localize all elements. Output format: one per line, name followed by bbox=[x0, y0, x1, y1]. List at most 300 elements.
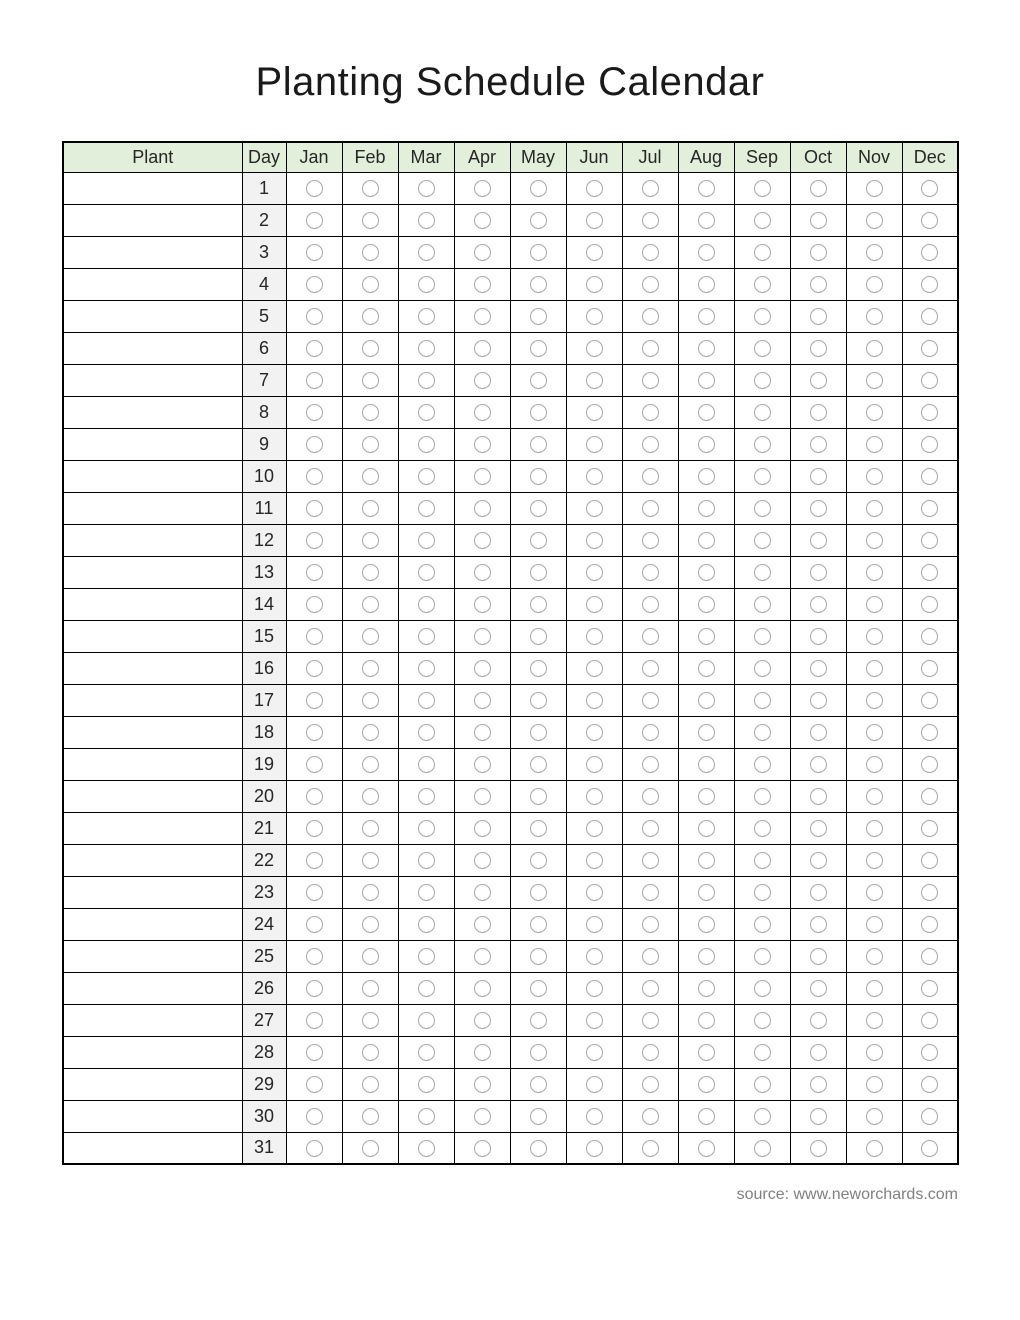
month-cell-dec-19[interactable] bbox=[902, 748, 958, 780]
month-cell-sep-6[interactable] bbox=[734, 332, 790, 364]
radio-circle-icon[interactable] bbox=[362, 660, 379, 677]
month-cell-jan-1[interactable] bbox=[286, 172, 342, 204]
month-cell-jun-17[interactable] bbox=[566, 684, 622, 716]
radio-circle-icon[interactable] bbox=[642, 948, 659, 965]
radio-circle-icon[interactable] bbox=[642, 596, 659, 613]
radio-circle-icon[interactable] bbox=[530, 916, 547, 933]
radio-circle-icon[interactable] bbox=[810, 1076, 827, 1093]
month-cell-jun-3[interactable] bbox=[566, 236, 622, 268]
month-cell-jan-23[interactable] bbox=[286, 876, 342, 908]
radio-circle-icon[interactable] bbox=[530, 436, 547, 453]
month-cell-dec-26[interactable] bbox=[902, 972, 958, 1004]
month-cell-aug-21[interactable] bbox=[678, 812, 734, 844]
month-cell-mar-19[interactable] bbox=[398, 748, 454, 780]
radio-circle-icon[interactable] bbox=[306, 532, 323, 549]
radio-circle-icon[interactable] bbox=[586, 916, 603, 933]
month-cell-oct-28[interactable] bbox=[790, 1036, 846, 1068]
radio-circle-icon[interactable] bbox=[921, 1076, 938, 1093]
radio-circle-icon[interactable] bbox=[306, 276, 323, 293]
month-cell-feb-1[interactable] bbox=[342, 172, 398, 204]
month-cell-mar-31[interactable] bbox=[398, 1132, 454, 1164]
radio-circle-icon[interactable] bbox=[586, 1076, 603, 1093]
radio-circle-icon[interactable] bbox=[866, 820, 883, 837]
month-cell-nov-10[interactable] bbox=[846, 460, 902, 492]
month-cell-sep-10[interactable] bbox=[734, 460, 790, 492]
radio-circle-icon[interactable] bbox=[642, 180, 659, 197]
month-cell-feb-25[interactable] bbox=[342, 940, 398, 972]
month-cell-mar-13[interactable] bbox=[398, 556, 454, 588]
month-cell-may-21[interactable] bbox=[510, 812, 566, 844]
radio-circle-icon[interactable] bbox=[921, 660, 938, 677]
month-cell-sep-20[interactable] bbox=[734, 780, 790, 812]
radio-circle-icon[interactable] bbox=[810, 916, 827, 933]
radio-circle-icon[interactable] bbox=[698, 596, 715, 613]
radio-circle-icon[interactable] bbox=[810, 404, 827, 421]
month-cell-mar-22[interactable] bbox=[398, 844, 454, 876]
month-cell-jun-4[interactable] bbox=[566, 268, 622, 300]
month-cell-apr-26[interactable] bbox=[454, 972, 510, 1004]
radio-circle-icon[interactable] bbox=[921, 404, 938, 421]
month-cell-aug-13[interactable] bbox=[678, 556, 734, 588]
month-cell-mar-27[interactable] bbox=[398, 1004, 454, 1036]
plant-input-cell[interactable] bbox=[63, 1036, 242, 1068]
radio-circle-icon[interactable] bbox=[362, 564, 379, 581]
radio-circle-icon[interactable] bbox=[810, 724, 827, 741]
month-cell-dec-20[interactable] bbox=[902, 780, 958, 812]
radio-circle-icon[interactable] bbox=[306, 468, 323, 485]
radio-circle-icon[interactable] bbox=[754, 1108, 771, 1125]
month-cell-feb-15[interactable] bbox=[342, 620, 398, 652]
radio-circle-icon[interactable] bbox=[642, 468, 659, 485]
month-cell-oct-23[interactable] bbox=[790, 876, 846, 908]
month-cell-may-11[interactable] bbox=[510, 492, 566, 524]
month-cell-jun-28[interactable] bbox=[566, 1036, 622, 1068]
radio-circle-icon[interactable] bbox=[586, 532, 603, 549]
month-cell-nov-16[interactable] bbox=[846, 652, 902, 684]
month-cell-apr-22[interactable] bbox=[454, 844, 510, 876]
month-cell-nov-23[interactable] bbox=[846, 876, 902, 908]
month-cell-mar-7[interactable] bbox=[398, 364, 454, 396]
radio-circle-icon[interactable] bbox=[921, 916, 938, 933]
radio-circle-icon[interactable] bbox=[810, 436, 827, 453]
radio-circle-icon[interactable] bbox=[810, 500, 827, 517]
month-cell-jul-16[interactable] bbox=[622, 652, 678, 684]
radio-circle-icon[interactable] bbox=[362, 180, 379, 197]
radio-circle-icon[interactable] bbox=[530, 404, 547, 421]
month-cell-mar-18[interactable] bbox=[398, 716, 454, 748]
radio-circle-icon[interactable] bbox=[921, 180, 938, 197]
radio-circle-icon[interactable] bbox=[866, 724, 883, 741]
radio-circle-icon[interactable] bbox=[530, 1012, 547, 1029]
month-cell-may-1[interactable] bbox=[510, 172, 566, 204]
radio-circle-icon[interactable] bbox=[362, 1044, 379, 1061]
radio-circle-icon[interactable] bbox=[698, 1140, 715, 1157]
month-cell-jul-4[interactable] bbox=[622, 268, 678, 300]
radio-circle-icon[interactable] bbox=[418, 468, 435, 485]
month-cell-sep-28[interactable] bbox=[734, 1036, 790, 1068]
month-cell-aug-27[interactable] bbox=[678, 1004, 734, 1036]
radio-circle-icon[interactable] bbox=[921, 1108, 938, 1125]
radio-circle-icon[interactable] bbox=[474, 244, 491, 261]
radio-circle-icon[interactable] bbox=[362, 788, 379, 805]
month-cell-may-14[interactable] bbox=[510, 588, 566, 620]
month-cell-oct-6[interactable] bbox=[790, 332, 846, 364]
month-cell-dec-17[interactable] bbox=[902, 684, 958, 716]
month-cell-feb-4[interactable] bbox=[342, 268, 398, 300]
radio-circle-icon[interactable] bbox=[866, 916, 883, 933]
radio-circle-icon[interactable] bbox=[586, 948, 603, 965]
month-cell-sep-5[interactable] bbox=[734, 300, 790, 332]
month-cell-oct-3[interactable] bbox=[790, 236, 846, 268]
month-cell-may-22[interactable] bbox=[510, 844, 566, 876]
month-cell-aug-17[interactable] bbox=[678, 684, 734, 716]
radio-circle-icon[interactable] bbox=[698, 820, 715, 837]
month-cell-feb-14[interactable] bbox=[342, 588, 398, 620]
month-cell-aug-6[interactable] bbox=[678, 332, 734, 364]
month-cell-sep-14[interactable] bbox=[734, 588, 790, 620]
month-cell-oct-25[interactable] bbox=[790, 940, 846, 972]
month-cell-aug-12[interactable] bbox=[678, 524, 734, 556]
month-cell-dec-9[interactable] bbox=[902, 428, 958, 460]
radio-circle-icon[interactable] bbox=[418, 308, 435, 325]
radio-circle-icon[interactable] bbox=[866, 404, 883, 421]
radio-circle-icon[interactable] bbox=[698, 1044, 715, 1061]
month-cell-apr-4[interactable] bbox=[454, 268, 510, 300]
radio-circle-icon[interactable] bbox=[754, 916, 771, 933]
radio-circle-icon[interactable] bbox=[698, 692, 715, 709]
month-cell-jul-19[interactable] bbox=[622, 748, 678, 780]
month-cell-dec-23[interactable] bbox=[902, 876, 958, 908]
month-cell-jan-19[interactable] bbox=[286, 748, 342, 780]
radio-circle-icon[interactable] bbox=[474, 884, 491, 901]
radio-circle-icon[interactable] bbox=[586, 660, 603, 677]
radio-circle-icon[interactable] bbox=[642, 980, 659, 997]
month-cell-may-16[interactable] bbox=[510, 652, 566, 684]
radio-circle-icon[interactable] bbox=[362, 1012, 379, 1029]
radio-circle-icon[interactable] bbox=[474, 660, 491, 677]
radio-circle-icon[interactable] bbox=[921, 372, 938, 389]
radio-circle-icon[interactable] bbox=[810, 884, 827, 901]
month-cell-nov-12[interactable] bbox=[846, 524, 902, 556]
month-cell-jan-17[interactable] bbox=[286, 684, 342, 716]
month-cell-nov-19[interactable] bbox=[846, 748, 902, 780]
radio-circle-icon[interactable] bbox=[418, 660, 435, 677]
plant-input-cell[interactable] bbox=[63, 844, 242, 876]
month-cell-sep-29[interactable] bbox=[734, 1068, 790, 1100]
radio-circle-icon[interactable] bbox=[474, 948, 491, 965]
radio-circle-icon[interactable] bbox=[921, 244, 938, 261]
radio-circle-icon[interactable] bbox=[642, 1044, 659, 1061]
radio-circle-icon[interactable] bbox=[530, 1044, 547, 1061]
month-cell-oct-4[interactable] bbox=[790, 268, 846, 300]
radio-circle-icon[interactable] bbox=[866, 628, 883, 645]
plant-input-cell[interactable] bbox=[63, 908, 242, 940]
month-cell-feb-20[interactable] bbox=[342, 780, 398, 812]
month-cell-apr-16[interactable] bbox=[454, 652, 510, 684]
month-cell-nov-2[interactable] bbox=[846, 204, 902, 236]
month-cell-apr-5[interactable] bbox=[454, 300, 510, 332]
month-cell-dec-5[interactable] bbox=[902, 300, 958, 332]
month-cell-jun-10[interactable] bbox=[566, 460, 622, 492]
radio-circle-icon[interactable] bbox=[754, 1012, 771, 1029]
month-cell-mar-30[interactable] bbox=[398, 1100, 454, 1132]
month-cell-apr-2[interactable] bbox=[454, 204, 510, 236]
month-cell-nov-6[interactable] bbox=[846, 332, 902, 364]
month-cell-aug-25[interactable] bbox=[678, 940, 734, 972]
month-cell-feb-30[interactable] bbox=[342, 1100, 398, 1132]
month-cell-jan-30[interactable] bbox=[286, 1100, 342, 1132]
radio-circle-icon[interactable] bbox=[306, 852, 323, 869]
month-cell-jan-8[interactable] bbox=[286, 396, 342, 428]
plant-input-cell[interactable] bbox=[63, 204, 242, 236]
radio-circle-icon[interactable] bbox=[810, 1140, 827, 1157]
month-cell-feb-19[interactable] bbox=[342, 748, 398, 780]
radio-circle-icon[interactable] bbox=[418, 628, 435, 645]
month-cell-mar-17[interactable] bbox=[398, 684, 454, 716]
month-cell-jun-11[interactable] bbox=[566, 492, 622, 524]
radio-circle-icon[interactable] bbox=[362, 948, 379, 965]
month-cell-dec-7[interactable] bbox=[902, 364, 958, 396]
radio-circle-icon[interactable] bbox=[698, 436, 715, 453]
radio-circle-icon[interactable] bbox=[306, 340, 323, 357]
month-cell-nov-17[interactable] bbox=[846, 684, 902, 716]
month-cell-may-4[interactable] bbox=[510, 268, 566, 300]
radio-circle-icon[interactable] bbox=[474, 1012, 491, 1029]
radio-circle-icon[interactable] bbox=[698, 404, 715, 421]
month-cell-jun-21[interactable] bbox=[566, 812, 622, 844]
radio-circle-icon[interactable] bbox=[642, 1108, 659, 1125]
month-cell-jan-3[interactable] bbox=[286, 236, 342, 268]
radio-circle-icon[interactable] bbox=[586, 500, 603, 517]
month-cell-jan-2[interactable] bbox=[286, 204, 342, 236]
month-cell-sep-24[interactable] bbox=[734, 908, 790, 940]
radio-circle-icon[interactable] bbox=[306, 404, 323, 421]
month-cell-may-24[interactable] bbox=[510, 908, 566, 940]
month-cell-jul-8[interactable] bbox=[622, 396, 678, 428]
month-cell-may-7[interactable] bbox=[510, 364, 566, 396]
radio-circle-icon[interactable] bbox=[698, 212, 715, 229]
month-cell-oct-10[interactable] bbox=[790, 460, 846, 492]
month-cell-apr-10[interactable] bbox=[454, 460, 510, 492]
radio-circle-icon[interactable] bbox=[698, 372, 715, 389]
radio-circle-icon[interactable] bbox=[306, 788, 323, 805]
month-cell-jun-22[interactable] bbox=[566, 844, 622, 876]
month-cell-dec-2[interactable] bbox=[902, 204, 958, 236]
radio-circle-icon[interactable] bbox=[754, 1044, 771, 1061]
radio-circle-icon[interactable] bbox=[921, 948, 938, 965]
month-cell-jan-28[interactable] bbox=[286, 1036, 342, 1068]
plant-input-cell[interactable] bbox=[63, 940, 242, 972]
radio-circle-icon[interactable] bbox=[810, 1012, 827, 1029]
radio-circle-icon[interactable] bbox=[530, 1140, 547, 1157]
month-cell-jun-29[interactable] bbox=[566, 1068, 622, 1100]
month-cell-mar-25[interactable] bbox=[398, 940, 454, 972]
radio-circle-icon[interactable] bbox=[586, 820, 603, 837]
month-cell-feb-6[interactable] bbox=[342, 332, 398, 364]
radio-circle-icon[interactable] bbox=[586, 724, 603, 741]
month-cell-nov-20[interactable] bbox=[846, 780, 902, 812]
radio-circle-icon[interactable] bbox=[530, 852, 547, 869]
radio-circle-icon[interactable] bbox=[362, 372, 379, 389]
radio-circle-icon[interactable] bbox=[642, 1076, 659, 1093]
radio-circle-icon[interactable] bbox=[866, 308, 883, 325]
radio-circle-icon[interactable] bbox=[306, 1044, 323, 1061]
radio-circle-icon[interactable] bbox=[474, 852, 491, 869]
month-cell-jun-7[interactable] bbox=[566, 364, 622, 396]
radio-circle-icon[interactable] bbox=[474, 564, 491, 581]
month-cell-apr-31[interactable] bbox=[454, 1132, 510, 1164]
radio-circle-icon[interactable] bbox=[642, 724, 659, 741]
month-cell-jun-1[interactable] bbox=[566, 172, 622, 204]
radio-circle-icon[interactable] bbox=[362, 628, 379, 645]
radio-circle-icon[interactable] bbox=[642, 820, 659, 837]
radio-circle-icon[interactable] bbox=[306, 1108, 323, 1125]
month-cell-may-5[interactable] bbox=[510, 300, 566, 332]
month-cell-apr-24[interactable] bbox=[454, 908, 510, 940]
month-cell-sep-15[interactable] bbox=[734, 620, 790, 652]
month-cell-jun-5[interactable] bbox=[566, 300, 622, 332]
month-cell-jul-21[interactable] bbox=[622, 812, 678, 844]
plant-input-cell[interactable] bbox=[63, 1068, 242, 1100]
month-cell-mar-8[interactable] bbox=[398, 396, 454, 428]
month-cell-oct-1[interactable] bbox=[790, 172, 846, 204]
radio-circle-icon[interactable] bbox=[474, 276, 491, 293]
month-cell-may-23[interactable] bbox=[510, 876, 566, 908]
month-cell-sep-26[interactable] bbox=[734, 972, 790, 1004]
radio-circle-icon[interactable] bbox=[754, 948, 771, 965]
radio-circle-icon[interactable] bbox=[474, 404, 491, 421]
radio-circle-icon[interactable] bbox=[921, 980, 938, 997]
radio-circle-icon[interactable] bbox=[866, 180, 883, 197]
plant-input-cell[interactable] bbox=[63, 780, 242, 812]
month-cell-jan-21[interactable] bbox=[286, 812, 342, 844]
plant-input-cell[interactable] bbox=[63, 492, 242, 524]
radio-circle-icon[interactable] bbox=[586, 212, 603, 229]
month-cell-jan-25[interactable] bbox=[286, 940, 342, 972]
radio-circle-icon[interactable] bbox=[866, 564, 883, 581]
radio-circle-icon[interactable] bbox=[866, 1140, 883, 1157]
radio-circle-icon[interactable] bbox=[530, 244, 547, 261]
month-cell-jan-24[interactable] bbox=[286, 908, 342, 940]
month-cell-jun-19[interactable] bbox=[566, 748, 622, 780]
month-cell-sep-21[interactable] bbox=[734, 812, 790, 844]
month-cell-mar-3[interactable] bbox=[398, 236, 454, 268]
radio-circle-icon[interactable] bbox=[306, 180, 323, 197]
radio-circle-icon[interactable] bbox=[642, 916, 659, 933]
month-cell-oct-30[interactable] bbox=[790, 1100, 846, 1132]
radio-circle-icon[interactable] bbox=[306, 660, 323, 677]
radio-circle-icon[interactable] bbox=[362, 468, 379, 485]
month-cell-may-10[interactable] bbox=[510, 460, 566, 492]
month-cell-dec-22[interactable] bbox=[902, 844, 958, 876]
radio-circle-icon[interactable] bbox=[530, 180, 547, 197]
radio-circle-icon[interactable] bbox=[418, 436, 435, 453]
radio-circle-icon[interactable] bbox=[474, 980, 491, 997]
month-cell-aug-10[interactable] bbox=[678, 460, 734, 492]
plant-input-cell[interactable] bbox=[63, 364, 242, 396]
month-cell-mar-2[interactable] bbox=[398, 204, 454, 236]
radio-circle-icon[interactable] bbox=[474, 820, 491, 837]
plant-input-cell[interactable] bbox=[63, 524, 242, 556]
radio-circle-icon[interactable] bbox=[362, 1108, 379, 1125]
month-cell-jul-22[interactable] bbox=[622, 844, 678, 876]
radio-circle-icon[interactable] bbox=[642, 244, 659, 261]
month-cell-mar-6[interactable] bbox=[398, 332, 454, 364]
month-cell-may-30[interactable] bbox=[510, 1100, 566, 1132]
radio-circle-icon[interactable] bbox=[586, 244, 603, 261]
month-cell-apr-14[interactable] bbox=[454, 588, 510, 620]
month-cell-may-20[interactable] bbox=[510, 780, 566, 812]
month-cell-dec-11[interactable] bbox=[902, 492, 958, 524]
radio-circle-icon[interactable] bbox=[474, 724, 491, 741]
plant-input-cell[interactable] bbox=[63, 460, 242, 492]
radio-circle-icon[interactable] bbox=[642, 276, 659, 293]
month-cell-feb-27[interactable] bbox=[342, 1004, 398, 1036]
month-cell-oct-17[interactable] bbox=[790, 684, 846, 716]
radio-circle-icon[interactable] bbox=[754, 308, 771, 325]
radio-circle-icon[interactable] bbox=[866, 948, 883, 965]
radio-circle-icon[interactable] bbox=[586, 180, 603, 197]
radio-circle-icon[interactable] bbox=[362, 244, 379, 261]
month-cell-aug-22[interactable] bbox=[678, 844, 734, 876]
radio-circle-icon[interactable] bbox=[530, 596, 547, 613]
month-cell-sep-2[interactable] bbox=[734, 204, 790, 236]
radio-circle-icon[interactable] bbox=[810, 308, 827, 325]
month-cell-jun-13[interactable] bbox=[566, 556, 622, 588]
month-cell-feb-5[interactable] bbox=[342, 300, 398, 332]
month-cell-jun-15[interactable] bbox=[566, 620, 622, 652]
month-cell-nov-24[interactable] bbox=[846, 908, 902, 940]
radio-circle-icon[interactable] bbox=[530, 372, 547, 389]
month-cell-jul-7[interactable] bbox=[622, 364, 678, 396]
radio-circle-icon[interactable] bbox=[754, 788, 771, 805]
radio-circle-icon[interactable] bbox=[921, 436, 938, 453]
month-cell-aug-4[interactable] bbox=[678, 268, 734, 300]
month-cell-jan-9[interactable] bbox=[286, 428, 342, 460]
radio-circle-icon[interactable] bbox=[306, 948, 323, 965]
radio-circle-icon[interactable] bbox=[474, 468, 491, 485]
month-cell-feb-3[interactable] bbox=[342, 236, 398, 268]
month-cell-jan-5[interactable] bbox=[286, 300, 342, 332]
radio-circle-icon[interactable] bbox=[754, 532, 771, 549]
radio-circle-icon[interactable] bbox=[866, 436, 883, 453]
month-cell-oct-9[interactable] bbox=[790, 428, 846, 460]
radio-circle-icon[interactable] bbox=[698, 500, 715, 517]
month-cell-apr-29[interactable] bbox=[454, 1068, 510, 1100]
radio-circle-icon[interactable] bbox=[530, 884, 547, 901]
radio-circle-icon[interactable] bbox=[866, 692, 883, 709]
month-cell-oct-27[interactable] bbox=[790, 1004, 846, 1036]
radio-circle-icon[interactable] bbox=[362, 756, 379, 773]
radio-circle-icon[interactable] bbox=[866, 532, 883, 549]
month-cell-nov-9[interactable] bbox=[846, 428, 902, 460]
radio-circle-icon[interactable] bbox=[754, 596, 771, 613]
radio-circle-icon[interactable] bbox=[810, 660, 827, 677]
radio-circle-icon[interactable] bbox=[474, 1140, 491, 1157]
month-cell-apr-27[interactable] bbox=[454, 1004, 510, 1036]
month-cell-jul-11[interactable] bbox=[622, 492, 678, 524]
radio-circle-icon[interactable] bbox=[362, 916, 379, 933]
radio-circle-icon[interactable] bbox=[474, 628, 491, 645]
month-cell-jun-8[interactable] bbox=[566, 396, 622, 428]
month-cell-jan-14[interactable] bbox=[286, 588, 342, 620]
radio-circle-icon[interactable] bbox=[362, 308, 379, 325]
month-cell-sep-19[interactable] bbox=[734, 748, 790, 780]
radio-circle-icon[interactable] bbox=[698, 1108, 715, 1125]
month-cell-jul-10[interactable] bbox=[622, 460, 678, 492]
radio-circle-icon[interactable] bbox=[586, 980, 603, 997]
plant-input-cell[interactable] bbox=[63, 396, 242, 428]
